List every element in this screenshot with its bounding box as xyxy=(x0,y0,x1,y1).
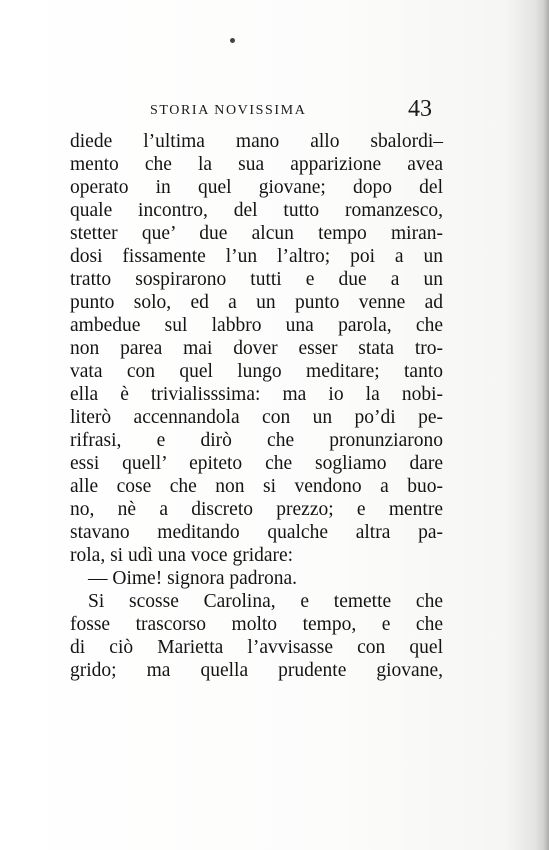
text-line: non parea mai dover esser stata tro- xyxy=(70,338,443,359)
text-line: ambedue sul labbro una parola, che xyxy=(70,315,443,336)
text-line: tratto sospirarono tutti e due a un xyxy=(70,269,443,290)
text-line: grido; ma quella prudente giovane, xyxy=(70,660,443,681)
text-line: ella è trivialisssima: ma io la nobi- xyxy=(70,384,443,405)
text-line: vata con quel lungo meditare; tanto xyxy=(70,361,443,382)
text-line: literò accennandola con un po’di pe- xyxy=(70,407,443,428)
text-line: dosi fissamente l’un l’altro; poi a un xyxy=(70,246,443,267)
text-line: fosse trascorso molto tempo, e che xyxy=(70,614,443,635)
ink-speck xyxy=(230,38,235,43)
text-line: quale incontro, del tutto romanzesco, xyxy=(70,200,443,221)
text-line: di ciò Marietta l’avvisasse con quel xyxy=(70,637,443,658)
text-line: Si scosse Carolina, e temette che xyxy=(88,591,443,612)
text-line: mento che la sua apparizione avea xyxy=(70,154,443,175)
text-line: no, nè a discreto prezzo; e mentre xyxy=(70,499,443,520)
body-text xyxy=(70,130,443,682)
text-line: diede l’ultima mano allo sbalordi– xyxy=(70,131,443,152)
text-line: essi quell’ epiteto che sogliamo dare xyxy=(70,453,443,474)
text-line: stavano meditando qualche altra pa- xyxy=(70,522,443,543)
text-line: punto solo, ed a un punto venne ad xyxy=(70,292,443,313)
text-line: rifrasi, e dirò che pronunziarono xyxy=(70,430,443,451)
running-head: STORIA NOVISSIMA xyxy=(150,103,307,118)
text-line: alle cose che non si vendono a buo- xyxy=(70,476,443,497)
text-line: rola, si udì una voce gridare: xyxy=(70,545,294,566)
text-line: stetter que’ due alcun tempo miran- xyxy=(70,223,443,244)
page-number: 43 xyxy=(408,96,432,122)
page-edge-shadow xyxy=(535,0,549,850)
text-line: operato in quel giovane; dopo del xyxy=(70,177,443,198)
text-line: — Oime! signora padrona. xyxy=(88,568,298,589)
